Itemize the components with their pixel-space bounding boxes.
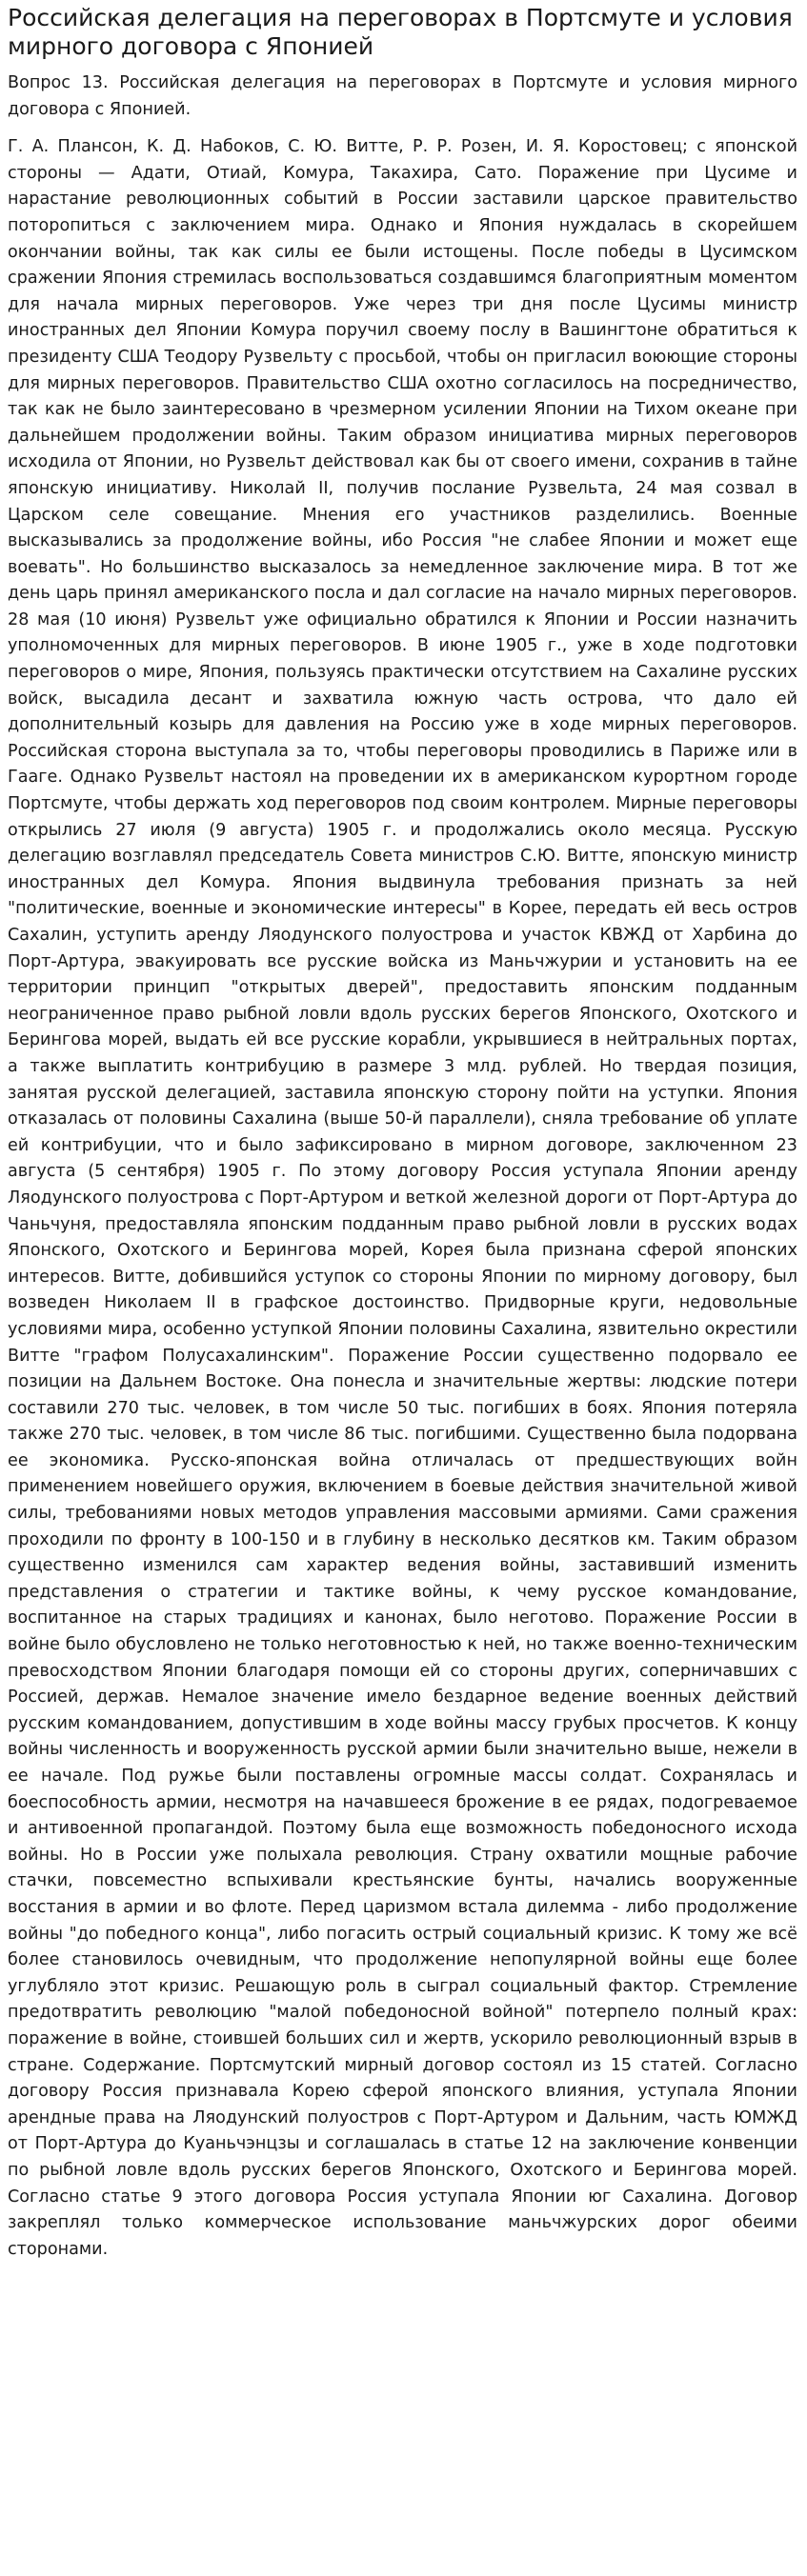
question-paragraph: Вопрос 13. Российская делегация на переговорах в Портсмуте и условия мирного договора с Японией. <box>8 73 797 119</box>
body-paragraph: Г. А. Плансон, К. Д. Набоков, С. Ю. Витте, Р. Р. Розен, И. Я. Коростовец; с японской стороны — Адати, Отиай, Комура, Такахира, Сато. Поражение при Цусиме и нарастание революционных событий в России заставили царское правительство поторопиться с заключением мира. Однако и Япония нуждалась в скорейшем окончании войны, так как силы ее были истощены. После победы в Цусимском сражении Япония стремилась воспользоваться создавшимся благоприятным моментом для начала мирных переговоров. Уже через три дня после Цусимы министр иностранных дел Японии Комура поручил своему послу в Вашингтоне обратиться к президенту США Теодору Рузвельту с просьбой, чтобы он пригласил воюющие стороны для мирных переговоров. Правительство США охотно согласилось на посредничество, так как не было заинтересовано в чрезмерном усилении Японии на Тихом океане при дальнейшем продолжении войны. Таким образом инициатива мирных переговоров исходила от Японии, но Рузвельт действовал как бы от своего имени, сохранив в тайне японскую инициативу. Николай II, получив послание Рузвельта, 24 мая созвал в Царском селе совещание. Мнения его участников разделились. Военные высказывались за продолжение войны, ибо Россия "не слабее Японии и может еще воевать". Но большинство высказалось за немедленное заключение мира. В тот же день царь принял американского посла и дал согласие на начало мирных переговоров. 28 мая (10 июня) Рузвельт уже официально обратился к Японии и России назначить уполномоченных для мирных переговоров. В июне 1905 г., уже в ходе подготовки переговоров о мире, Япония, пользуясь практически отсутствием на Сахалине русских войск, высадила десант и захватила южную часть острова, что дало ей дополнительный козырь для давления на Россию уже в ходе мирных переговоров. Российская сторона выступала за то, чтобы переговоры проводились в Париже или в Гааге. Однако Рузвельт настоял на проведении их в американском курортном городе Портсмуте, чтобы держать ход переговоров под своим контролем. Мирные переговоры открылись 27 июля (9 августа) 1905 г. и продолжались около месяца. Русскую делегацию возглавлял председатель Совета министров С.Ю. Витте, японскую министр иностранных дел Комура. Япония выдвинула требования признать за ней "политические, военные и экономические интересы" в Корее, передать ей весь остров Сахалин, уступить аренду Ляодунского полуострова и участок КВЖД от Харбина до Порт-Артура, эвакуировать все русские войска из Маньчжурии и установить на ее территории принцип "открытых дверей", предоставить японским подданным неограниченное право рыбной ловли вдоль русских берегов Японского, Охотского и Берингова морей, выдать ей все русские корабли, укрывшиеся в нейтральных портах, а также выплатить контрибуцию в размере 3 млд. рублей. Но твердая позиция, занятая русской делегацией, заставила японскую сторону пойти на уступки. Япония отказалась от половины Сахалина (выше 50-й параллели), сняла требование об уплате ей контрибуции, что и было зафиксировано в мирном договоре, заключенном 23 августа (5 сентября) 1905 г. По этому договору Россия уступала Японии аренду Ляодунского полуострова с Порт-Артуром и веткой железной дороги от Порт-Артура до Чаньчуня, предоставляла японским подданным право рыбной ловли в русских водах Японского, Охотского и Берингова морей, Корея была признана сферой японских интересов. Витте, добившийся уступок со стороны Японии по мирному договору, был возведен Николаем II в графское достоинство. Придворные круги, недовольные условиями мира, особенно уступкой Японии половины Сахалина, язвительно окрестили Витте "графом Полусахалинским". Поражение России существенно подорвало ее позиции на Дальнем Востоке. Она понесла и значительные жертвы: людские потери составили 270 тыс. человек, в том числе 50 тыс. погибших в боях. Япония потеряла также 270 тыс. человек, в том числе 86 тыс. погибшими. Существенно была подорвана ее экономика. Русско-японская война отличалась от предшествующих войн применением новейшего оружия, включением в боевые действия значительной живой силы, требованиями новых методов управления массовыми армиями. Сами сражения проходили по фронту в 100-150 и в глубину в несколько десятков км. Таким образом существенно изменился сам характер ведения войны, заставивший изменить представления о стратегии и тактике войны, к чему русское командование, воспитанное на старых традициях и канонах, было неготово. Поражение России в войне было обусловлено не только неготовностью к ней, но также военно-техническим превосходством Японии благодаря помощи ей со стороны других, соперничавших с Россией, держав. Немалое значение имело бездарное ведение военных действий русским командованием, допустившим в ходе войны массу грубых просчетов. К концу войны численность и вооруженность русской армии были значительно выше, нежели в ее начале. Под ружье были поставлены огромные массы солдат. Сохранялась и боеспособность армии, несмотря на начавшееся брожение в ее рядах, подогреваемое и антивоенной пропагандой. Поэтому была еще возможность победоносного исхода войны. Но в России уже полыхала революция. Страну охватили мощные рабочие стачки, повсеместно вспыхивали крестьянские бунты, начались вооруженные восстания в армии и во флоте. Перед царизмом встала дилемма - либо продолжение войны "до победного конца", либо погасить острый социальный кризис. К тому же всё более становилось очевидным, что продолжение непопулярной войны еще более углубляло этот кризис. Решающую роль в сыграл социальный фактор. Стремление предотвратить революцию "малой победоносной войной" потерпело полный крах: поражение в войне, стоившей больших сил и жертв, ускорило революционный взрыв в стране. Содержание. Портсмутский мирный договор состоял из 15 статей. Согласно договору Россия признавала Корею сферой японского влияния, уступала Японии арендные права на Ляодунский полуостров с Порт-Артуром и Дальним, часть ЮМЖД от Порт-Артура до Куаньчэнцзы и соглашалась в статье 12 на заключение конвенции по рыбной ловле вдоль русских берегов Японского, Охотского и Беринговa морей. Согласно статье 9 этого договора Россия уступала Японии юг Сахалина. Договор закреплял только коммерческое использование маньчжурских дорог обеими сторонами. <box>8 137 797 2259</box>
page-title: Российская делегация на переговорах в Портсмуте и условия мирного договора с Японией <box>8 4 793 60</box>
